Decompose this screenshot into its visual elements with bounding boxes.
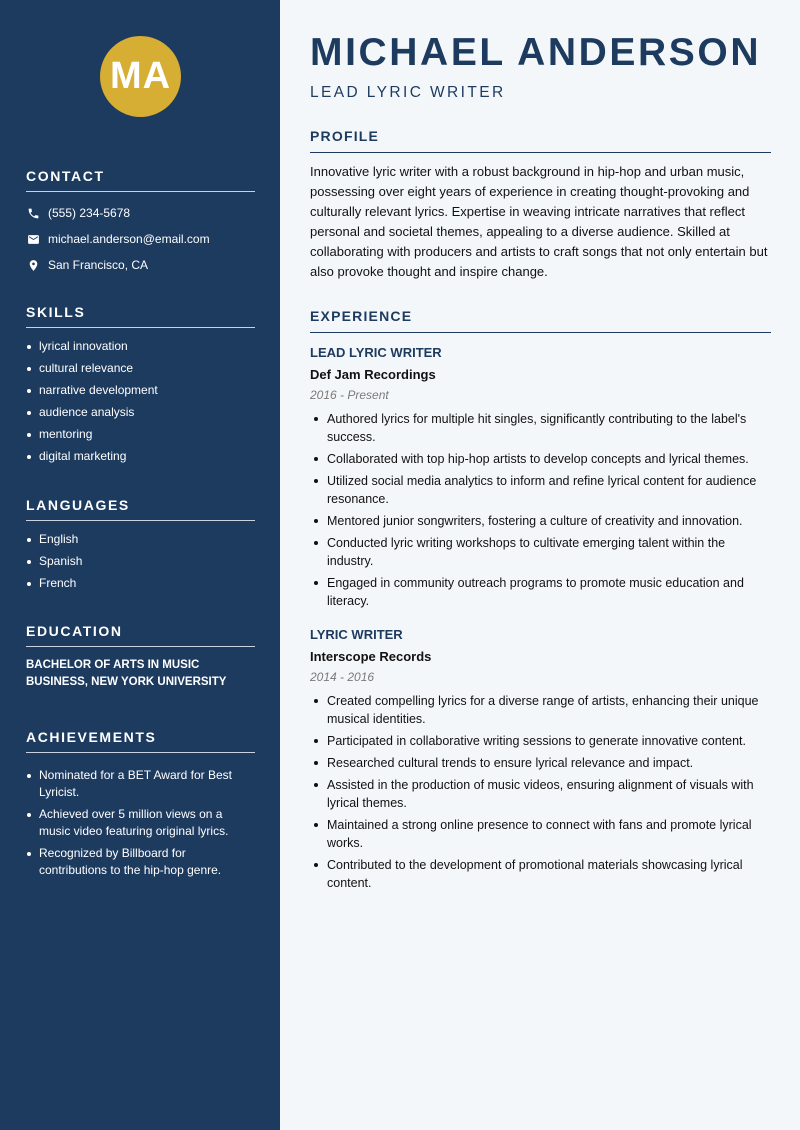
- profile-heading: PROFILE: [310, 128, 771, 153]
- languages-section: [26, 497, 255, 592]
- skills-section: [26, 304, 255, 465]
- contact-section: [26, 168, 255, 274]
- achievements-section: [26, 729, 255, 879]
- avatar: MA: [100, 36, 181, 117]
- education-degree: BACHELOR OF ARTS IN MUSIC BUSINESS, NEW YORK UNIVERSITY: [26, 659, 227, 688]
- location-pin-icon: [26, 258, 40, 272]
- experience-heading: EXPERIENCE: [310, 308, 771, 333]
- achievement-item: Recognized by Billboard for contributions to the hip-hop genre.: [26, 845, 255, 879]
- education-heading: EDUCATION: [26, 623, 255, 647]
- job-bullets: [310, 410, 771, 610]
- sidebar: [0, 0, 280, 1130]
- email-text: michael.anderson@email.com: [48, 232, 210, 246]
- skill-item: digital marketing: [26, 448, 255, 465]
- skills-list: [26, 338, 255, 465]
- job-entry: [310, 627, 771, 892]
- job-bullet: Created compelling lyrics for a diverse range of artists, enhancing their unique musical identities.: [310, 692, 771, 728]
- phone-icon: [26, 206, 40, 220]
- candidate-title: LEAD LYRIC WRITER: [310, 84, 506, 101]
- job-title: LYRIC WRITER: [310, 627, 403, 642]
- education-section: [26, 623, 255, 691]
- email-icon: [26, 232, 40, 246]
- job-title: LEAD LYRIC WRITER: [310, 345, 442, 360]
- contact-phone: [26, 204, 255, 222]
- job-bullet: Conducted lyric writing workshops to cultivate emerging talent within the industry.: [310, 534, 771, 570]
- profile-section: [310, 128, 771, 282]
- job-bullet: Researched cultural trends to ensure lyrical relevance and impact.: [310, 754, 771, 772]
- contact-location: [26, 256, 255, 274]
- achievement-item: Achieved over 5 million views on a music video featuring original lyrics.: [26, 806, 255, 840]
- phone-text: (555) 234-5678: [48, 206, 131, 220]
- skill-item: cultural relevance: [26, 360, 255, 377]
- job-bullet: Engaged in community outreach programs to promote music education and literacy.: [310, 574, 771, 610]
- skills-heading: SKILLS: [26, 304, 255, 328]
- job-company: Def Jam Recordings: [310, 367, 436, 382]
- job-dates: 2016 - Present: [310, 388, 389, 402]
- job-entry: [310, 345, 771, 610]
- candidate-name: MICHAEL ANDERSON: [310, 31, 762, 74]
- language-item: Spanish: [26, 553, 255, 570]
- job-bullet: Contributed to the development of promotional materials showcasing lyrical content.: [310, 856, 771, 892]
- contact-email: [26, 230, 255, 248]
- job-bullets: [310, 692, 771, 892]
- skill-item: mentoring: [26, 426, 255, 443]
- achievements-list: [26, 767, 255, 879]
- job-bullet: Utilized social media analytics to inform and refine lyrical content for audience resonance.: [310, 472, 771, 508]
- experience-section: [310, 308, 771, 892]
- job-bullet: Authored lyrics for multiple hit singles, significantly contributing to the label's success.: [310, 410, 771, 446]
- job-bullet: Assisted in the production of music videos, ensuring alignment of visuals with lyrical themes.: [310, 776, 771, 812]
- achievements-heading: ACHIEVEMENTS: [26, 729, 255, 753]
- job-dates: 2014 - 2016: [310, 670, 375, 684]
- language-item: English: [26, 531, 255, 548]
- location-text: San Francisco, CA: [48, 258, 149, 272]
- language-item: French: [26, 575, 255, 592]
- achievement-item: Nominated for a BET Award for Best Lyricist.: [26, 767, 255, 801]
- job-bullet: Collaborated with top hip-hop artists to develop concepts and lyrical themes.: [310, 450, 771, 468]
- skill-item: lyrical innovation: [26, 338, 255, 355]
- job-bullet: Mentored junior songwriters, fostering a culture of creativity and innovation.: [310, 512, 771, 530]
- skill-item: audience analysis: [26, 404, 255, 421]
- languages-list: [26, 531, 255, 592]
- languages-heading: LANGUAGES: [26, 497, 255, 521]
- job-company: Interscope Records: [310, 649, 432, 664]
- job-bullet: Maintained a strong online presence to connect with fans and promote lyrical works.: [310, 816, 771, 852]
- job-bullet: Participated in collaborative writing sessions to generate innovative content.: [310, 732, 771, 750]
- skill-item: narrative development: [26, 382, 255, 399]
- contact-heading: CONTACT: [26, 168, 255, 192]
- profile-text: Innovative lyric writer with a robust background in hip-hop and urban music, possessing over eight years of experience in creating thought-provoking and culturally relevant lyrics. Expertise in weaving intricate narratives that reflect personal and societal themes, appealing to a diverse audience. Skilled at collaborating with producers and artists to craft songs that not only entertain but also provoke thought and inspire change.: [310, 164, 768, 279]
